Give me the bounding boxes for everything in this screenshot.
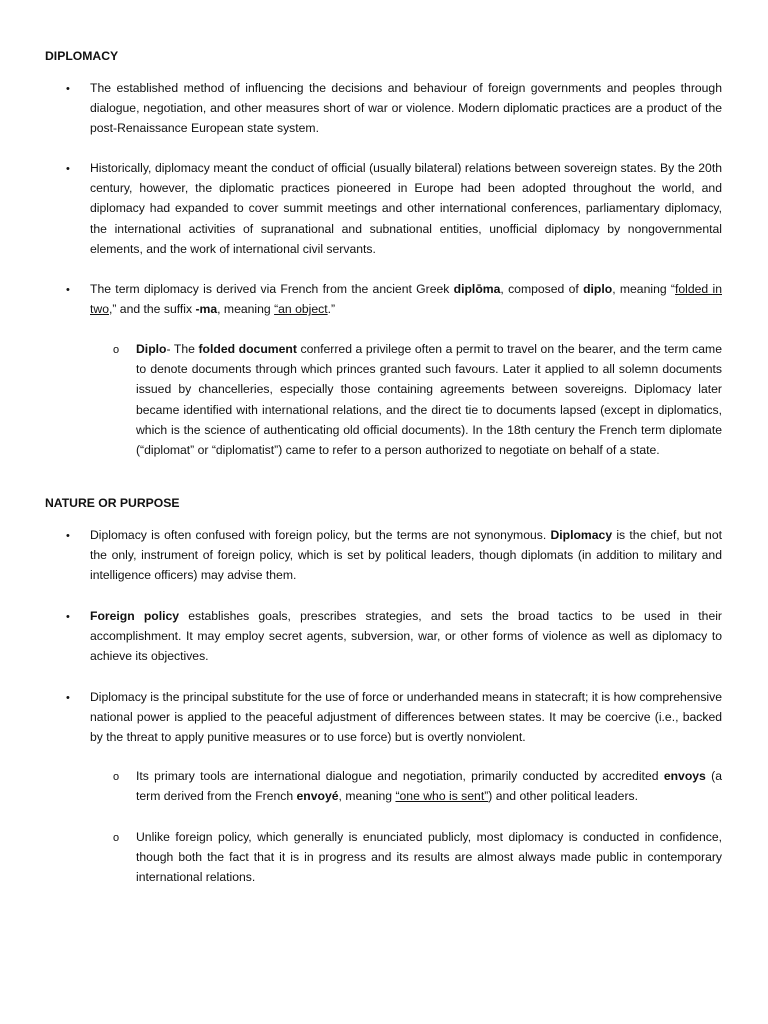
bold-term: -ma <box>195 302 218 317</box>
paragraph <box>136 766 722 806</box>
text-run: (a term derived from the French <box>136 769 722 804</box>
paragraph <box>136 827 722 888</box>
text-run: establishes goals, prescribes strategies, and sets the broad tactics to be used in their accomplishment. It may employ secret agents, subversion, war, or other forms of violence as well as diplomacy to achieve its objectives. <box>90 609 722 664</box>
paragraph <box>90 606 722 667</box>
text-run: Unlike foreign policy, which generally is enunciated publicly, most diplomacy is conducted in confidence, though both the fact that it is in progress and its results are almost always made public in contemporary international relations. <box>136 830 722 885</box>
text-run: Diplomacy is often confused with foreign policy, but the terms are not synonymous. <box>90 528 551 542</box>
paragraph <box>136 339 722 460</box>
text-run: Its primary tools are international dialogue and negotiation, primarily conducted by accredited <box>136 769 664 783</box>
bold-term: Foreign policy <box>90 609 180 623</box>
text-run: ) and other political leaders. <box>488 789 639 804</box>
sub-bullet-marker: o <box>113 832 120 844</box>
underlined-term: folded in two <box>90 282 722 317</box>
text-run: , meaning <box>338 789 396 804</box>
sub-bullet-marker: o <box>113 771 120 783</box>
bold-term: envoyé <box>296 789 339 804</box>
bullet-marker: • <box>66 692 70 704</box>
bold-term: folded document <box>198 342 297 356</box>
text-run: , composed of <box>500 282 584 296</box>
text-run: Diplomacy is the principal substitute for the use of force or underhanded means in statecraft; it is how comprehensive national power is applied to the peaceful adjustment of differences between states. It may be coercive (i.e., backed by the threat to apply punitive measures or to use force) but is overtly nonviolent. <box>90 690 722 745</box>
paragraph <box>90 78 722 139</box>
paragraph <box>90 279 722 319</box>
text-run: ,” and the suffix <box>108 302 196 317</box>
paragraph <box>90 158 722 259</box>
text-run: is the chief, but not the only, instrument of foreign policy, which is set by political leaders, though diplomats (in addition to military and intelligence officers) may advise them. <box>90 528 722 583</box>
section-heading-diplomacy: DIPLOMACY <box>45 49 119 63</box>
text-run: The term diplomacy is derived via French from the ancient Greek <box>90 282 454 296</box>
text-run: , meaning “ <box>612 282 675 296</box>
underlined-term: “an object <box>274 302 328 317</box>
bullet-marker: • <box>66 83 70 95</box>
bullet-marker: • <box>66 284 70 296</box>
bold-term: diplōma <box>453 282 501 296</box>
text-run: Historically, diplomacy meant the conduct of official (usually bilateral) relations between sovereign states. By the 20th century, however, the diplomatic practices pioneered in Europe had been adopted throughout the world, and diplomacy had expanded to cover summit meetings and other international conferences, parliamentary diplomacy, the international activities of supranational and subnational entities, unofficial diplomacy by nongovernmental elements, and the work of international civil servants. <box>90 161 722 256</box>
bold-term: Diplo <box>136 342 167 356</box>
paragraph <box>90 687 722 748</box>
underlined-term: “one who is sent” <box>395 789 489 804</box>
text-run: conferred a privilege often a permit to travel on the bearer, and the term came to denote documents through which princes granted such favours. Later it applied to all solemn documents issued by chancelleries, especially those containing agreements between sovereigns. Diplomacy later became identified with international relations, and the direct tie to documents lapsed (except in diplomatics, which is the science of authenticating old official documents). In the 18th century the French term diplomate (“diplomat” or “diplomatist”) came to refer to a person authorized to negotiate on behalf of a state. <box>136 342 722 458</box>
text-run: The established method of influencing the decisions and behaviour of foreign governments and peoples through dialogue, negotiation, and other measures short of war or violence. Modern diplomatic practices are a product of the post-Renaissance European state system. <box>90 81 722 136</box>
bold-term: diplo <box>583 282 613 296</box>
bullet-marker: • <box>66 530 70 542</box>
bullet-marker: • <box>66 611 70 623</box>
section-heading-nature-or-purpose: NATURE OR PURPOSE <box>45 496 180 510</box>
sub-bullet-marker: o <box>113 344 120 356</box>
text-run: .” <box>327 302 336 317</box>
text-run: - The <box>166 342 199 356</box>
paragraph <box>90 525 722 586</box>
text-run: , meaning <box>217 302 275 317</box>
bold-term: envoys <box>663 769 706 783</box>
bold-term: Diplomacy <box>550 528 613 542</box>
bullet-marker: • <box>66 163 70 175</box>
